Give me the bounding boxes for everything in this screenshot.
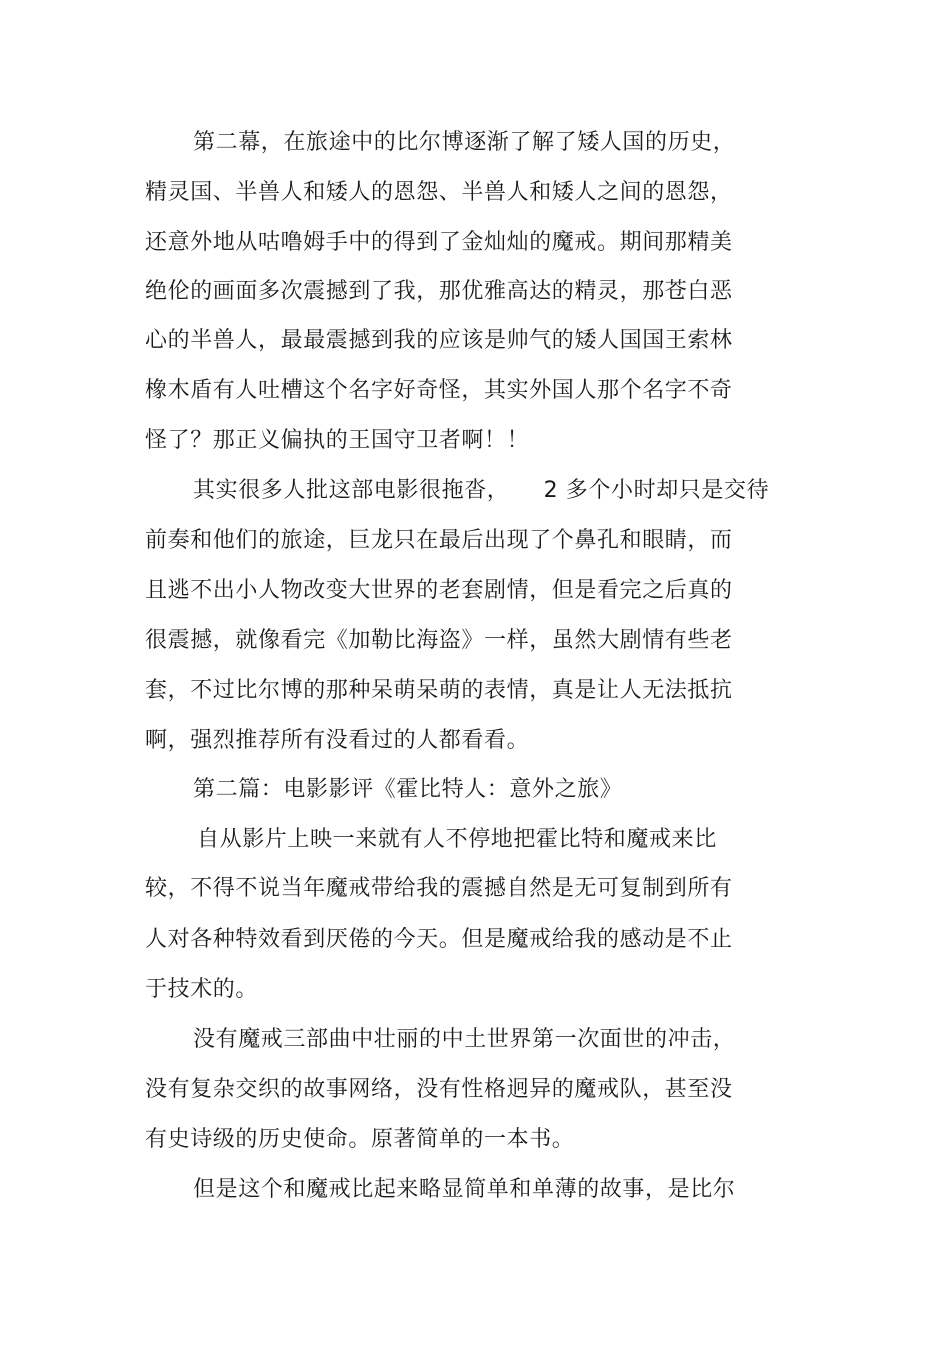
text-line: 没有复杂交织的故事网络，没有性格迥异的魔戒队，甚至没 [145, 1077, 733, 1102]
text-line: 有史诗级的历史使命。原著简单的一本书。 [145, 1127, 575, 1152]
text-line: 较，不得不说当年魔戒带给我的震撼自然是无可复制到所有 [145, 876, 733, 901]
text-line: 于技术的。 [145, 977, 259, 1002]
text-line: 啊，强烈推荐所有没看过的人都看看。 [145, 728, 530, 753]
text-line: 套，不过比尔博的那种呆萌呆萌的表情，真是让人无法抵抗 [145, 678, 733, 703]
text-line: 很震撼，就像看完《加勒比海盗》一样，虽然大剧情有些老 [145, 628, 733, 653]
text-line: 但是这个和魔戒比起来略显简单和单薄的故事，是比尔 [193, 1177, 736, 1202]
text-line: 且逃不出小人物改变大世界的老套剧情，但是看完之后真的 [145, 578, 733, 603]
text-line: 其实很多人批这部电影很拖沓， 2 多个小时却只是交待 [193, 478, 770, 503]
section-heading: 第二篇：电影影评《霍比特人：意外之旅》 [193, 777, 623, 802]
text-line: 没有魔戒三部曲中壮丽的中土世界第一次面世的冲击， [193, 1027, 736, 1052]
text-line: 精灵国、半兽人和矮人的恩怨、半兽人和矮人之间的恩怨， [145, 180, 733, 205]
text-line: 橡木盾有人吐槽这个名字好奇怪，其实外国人那个名字不奇 [145, 378, 733, 403]
text-line: 前奏和他们的旅途，巨龙只在最后出现了个鼻孔和眼睛，而 [145, 528, 733, 553]
text-line: 自从影片上映一来就有人不停地把霍比特和魔戒来比 [197, 827, 717, 852]
text-line: 还意外地从咕噜姆手中的得到了金灿灿的魔戒。期间那精美 [145, 230, 733, 255]
text-line: 第二幕，在旅途中的比尔博逐渐了解了矮人国的历史， [193, 130, 736, 155]
text-line: 绝伦的画面多次震撼到了我，那优雅高达的精灵，那苍白恶 [145, 279, 733, 304]
text-line: 人对各种特效看到厌倦的今天。但是魔戒给我的感动是不止 [145, 927, 733, 952]
text-line: 心的半兽人，最最震撼到我的应该是帅气的矮人国国王索林 [145, 328, 733, 353]
text-line: 怪了？那正义偏执的王国守卫者啊！！ [145, 428, 530, 453]
